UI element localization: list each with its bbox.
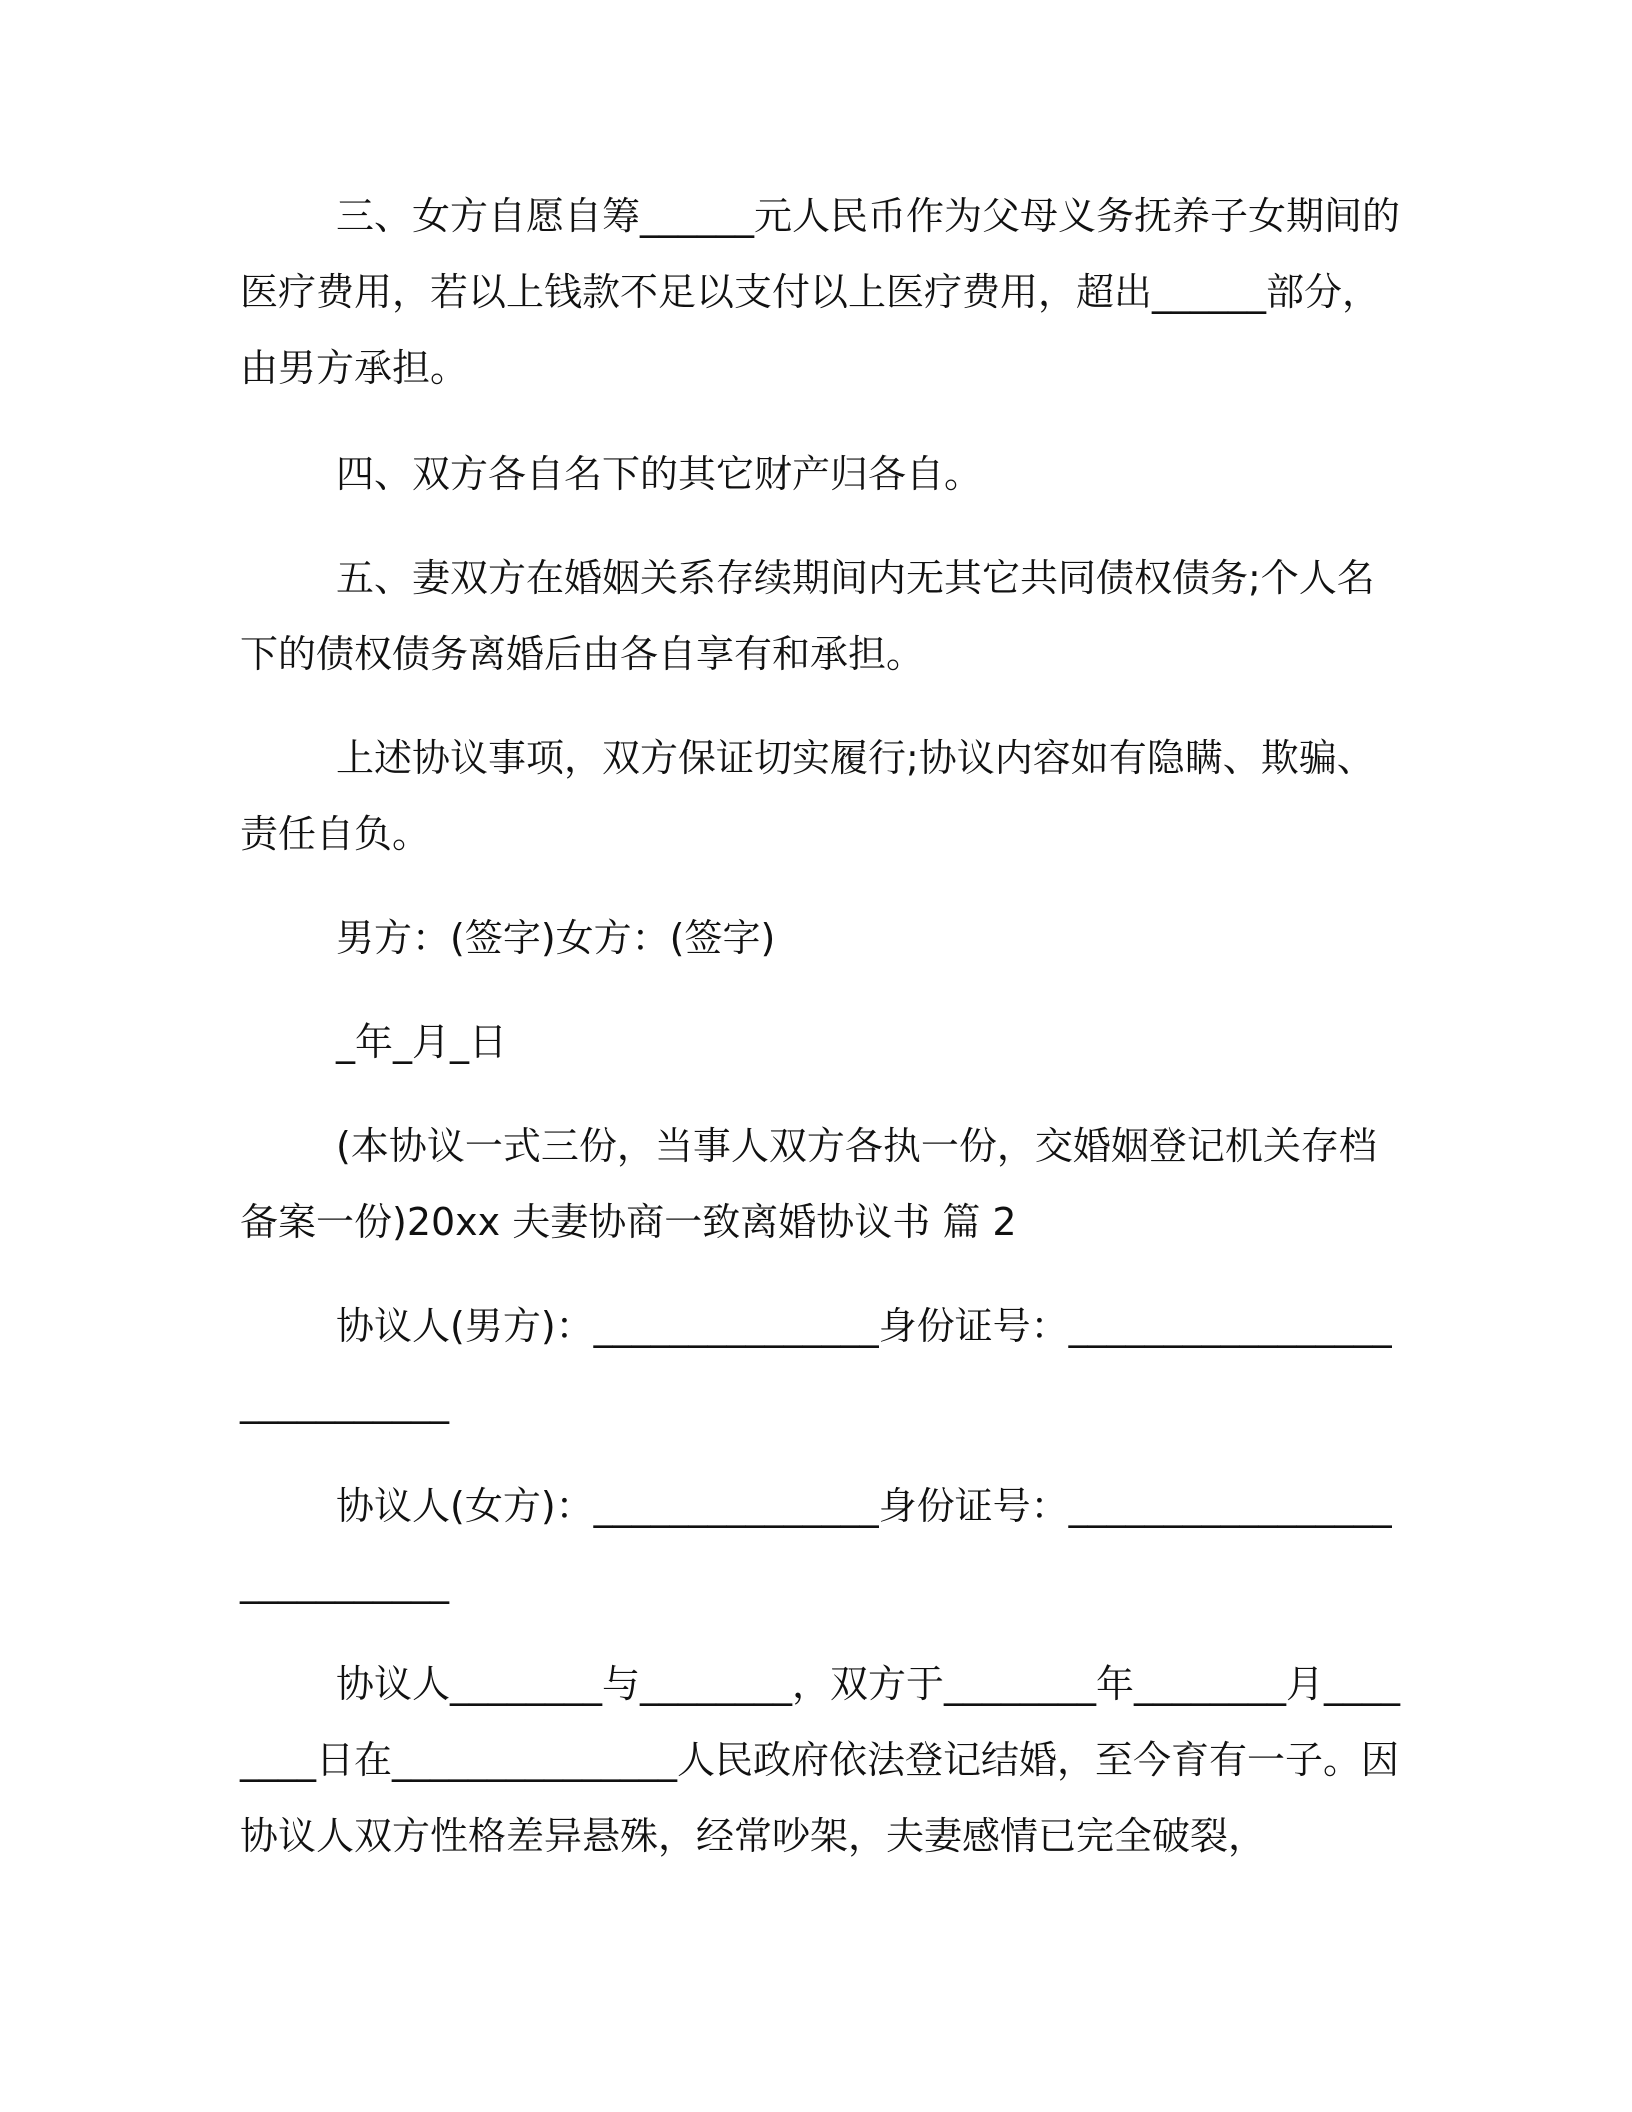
party-female-line: 协议人(女方)：_______________身份证号：____________________________ [240,1484,1392,1604]
paragraph-debts: 五、妻双方在婚姻关系存续期间内无其它共同债权债务;个人名下的债权债务离婚后由各自享有和承担。 [240,556,1375,676]
paragraph-separate-property: 四、双方各自名下的其它财产归各自。 [336,452,983,496]
signature-line: 男方：(签字)女方：(签字) [336,916,776,960]
party-male-line: 协议人(男方)：_______________身份证号：____________________________ [240,1304,1392,1424]
paragraph-medical-expenses: 三、女方自愿自筹______元人民币作为父母义务抚养子女期间的医疗费用，若以上钱款不足以支付以上医疗费用，超出______部分，由男方承担。 [240,194,1401,390]
paragraph-copies-note: (本协议一式三份，当事人双方各执一份，交婚姻登记机关存档备案一份)20xx 夫妻协商一致离婚协议书 篇 2 [240,1124,1377,1244]
paragraph-marriage-registration: 协议人________与________，双方于________年________月________日在_______________人民政府依法登记结婚，至今育有一子。因协议人双方性格差异悬殊，经常吵架，夫妻感情已完全破裂， [240,1662,1401,1858]
paragraph-guarantee: 上述协议事项，双方保证切实履行;协议内容如有隐瞒、欺骗、责任自负。 [240,736,1375,856]
date-line: _年_月_日 [336,1020,508,1064]
